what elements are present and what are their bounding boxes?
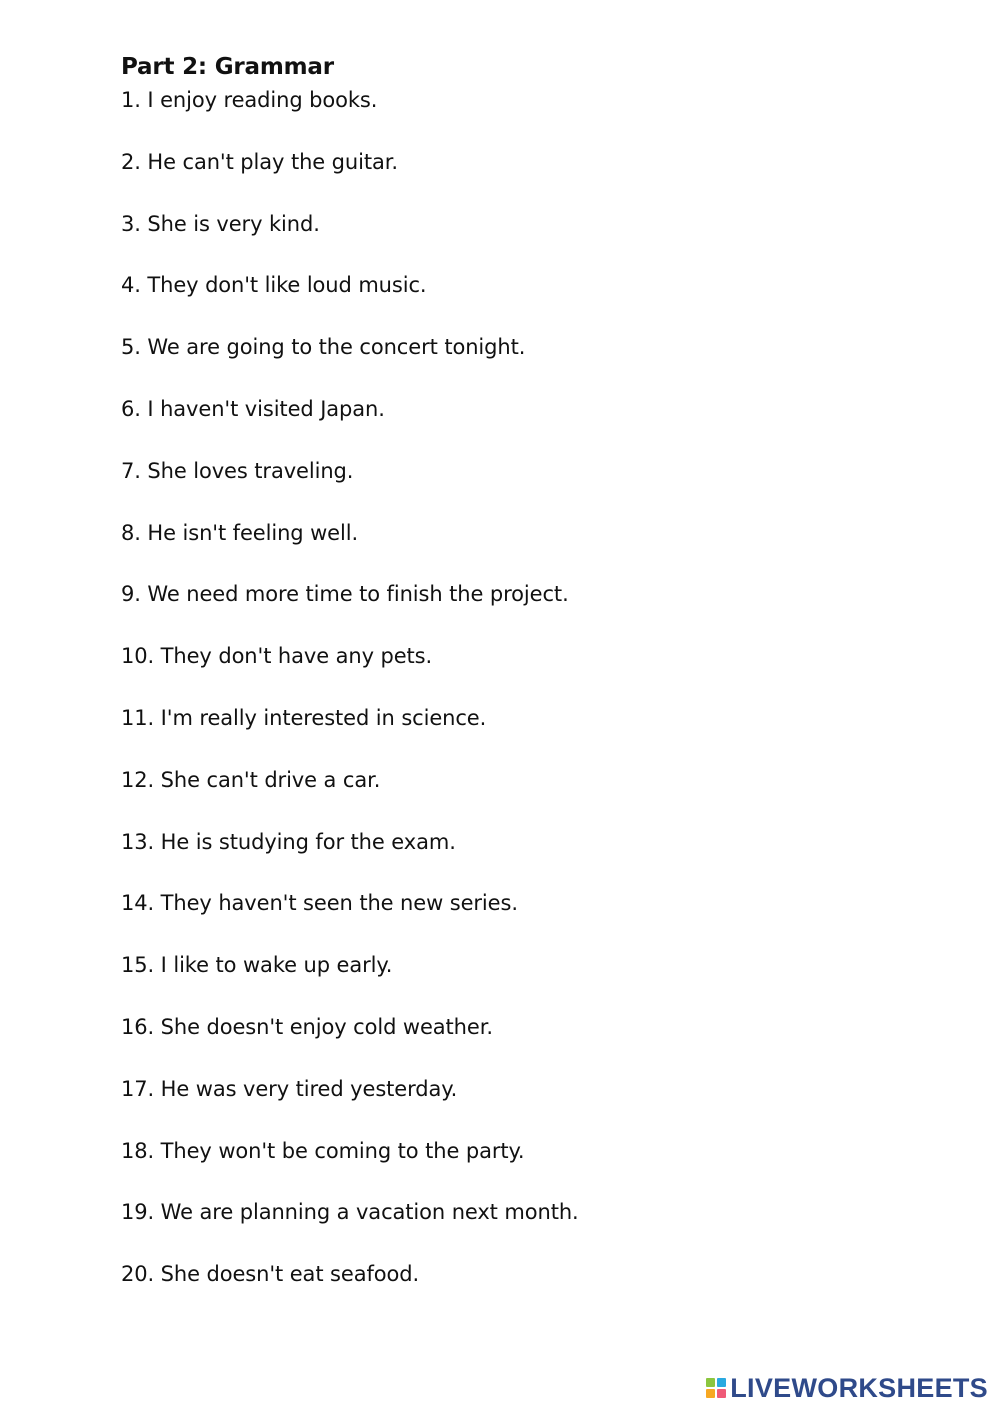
sentence-item: 7. She loves traveling. — [121, 458, 354, 483]
sentence-item: 20. She doesn't eat seafood. — [121, 1262, 420, 1287]
worksheet — [121, 52, 941, 1318]
sentence-list — [121, 82, 941, 1318]
logo-blocks-icon — [706, 1378, 726, 1398]
sentence-item: 10. They don't have any pets. — [121, 644, 433, 669]
sentence-item: 15. I like to wake up early. — [121, 953, 393, 978]
logo-block — [717, 1389, 726, 1398]
sentence-item: 3. She is very kind. — [121, 211, 320, 236]
sentence-item: 8. He isn't feeling well. — [121, 520, 359, 545]
sentence-item: 18. They won't be coming to the party. — [121, 1138, 525, 1163]
sentence-item: 2. He can't play the guitar. — [121, 149, 398, 174]
logo-text: LIVEWORKSHEETS — [730, 1372, 988, 1403]
sentence-item: 12. She can't drive a car. — [121, 767, 381, 792]
sentence-item: 17. He was very tired yesterday. — [121, 1076, 458, 1101]
sentence-item: 11. I'm really interested in science. — [121, 705, 487, 730]
logo-block — [706, 1389, 715, 1398]
sentence-item: 14. They haven't seen the new series. — [121, 891, 518, 916]
sentence-item: 5. We are going to the concert tonight. — [121, 335, 526, 360]
sentence-item: 16. She doesn't enjoy cold weather. — [121, 1014, 493, 1039]
sentence-item: 1. I enjoy reading books. — [121, 88, 378, 112]
page-title: Part 2: Grammar — [121, 54, 334, 80]
logo-block — [717, 1378, 726, 1387]
liveworksheets-logo — [706, 1372, 988, 1404]
sentence-item: 19. We are planning a vacation next month. — [121, 1200, 579, 1225]
sentence-item: 6. I haven't visited Japan. — [121, 396, 385, 421]
sentence-item: 4. They don't like loud music. — [121, 273, 427, 298]
logo-block — [706, 1378, 715, 1387]
sentence-item: 13. He is studying for the exam. — [121, 829, 456, 854]
sentence-item: 9. We need more time to finish the project. — [121, 582, 569, 607]
